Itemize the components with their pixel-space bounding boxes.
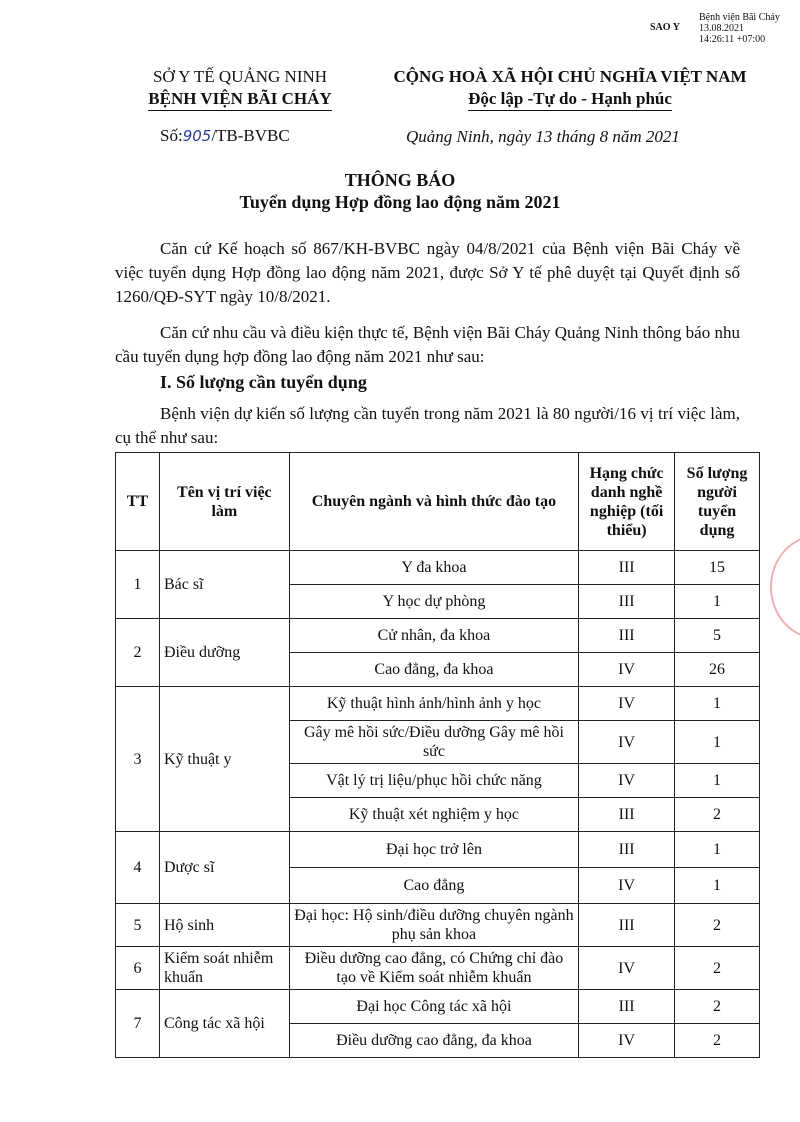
cell-major: Điều dưỡng cao đẳng, có Chứng chỉ đào tạo về Kiểm soát nhiễm khuẩn [289, 947, 578, 990]
cell-major: Kỹ thuật xét nghiệm y học [289, 798, 578, 832]
issuer-name: BỆNH VIỆN BÃI CHÁY [148, 88, 331, 111]
cell-grade: III [579, 585, 675, 619]
cell-position: Hộ sinh [159, 904, 289, 947]
cell-quantity: 5 [675, 619, 760, 653]
paragraph-needs [115, 321, 740, 369]
doc-number-prefix: Số: [160, 126, 183, 145]
cell-position: Dược sĩ [159, 832, 289, 904]
red-seal-mark [770, 535, 800, 639]
document-number [160, 126, 290, 146]
cell-major: Y đa khoa [289, 551, 578, 585]
cell-grade: III [579, 619, 675, 653]
cell-grade: III [579, 832, 675, 868]
header-grade: Hạng chức danh nghề nghiệp (tối thiểu) [579, 453, 675, 551]
document-title: THÔNG BÁO [344, 170, 456, 190]
doc-number-suffix: /TB-BVBC [211, 126, 290, 145]
paragraph-quantity [115, 402, 740, 450]
cell-quantity: 2 [675, 1024, 760, 1058]
paragraph-basis [115, 237, 740, 309]
table-row [116, 551, 760, 585]
cell-major: Đại học: Hộ sinh/điều dưỡng chuyên ngành phụ sản khoa [289, 904, 578, 947]
cell-tt: 4 [116, 832, 160, 904]
copy-stamp-label: SAO Y [650, 22, 680, 33]
cell-quantity: 1 [675, 585, 760, 619]
cell-quantity: 1 [675, 721, 760, 764]
cell-major: Đại học trở lên [289, 832, 578, 868]
issuer-parent: SỞ Y TẾ QUẢNG NINH [152, 67, 328, 86]
cell-position: Công tác xã hội [159, 990, 289, 1058]
cell-grade: IV [579, 947, 675, 990]
stamp-line: 14:26:11 +07:00 [699, 34, 766, 45]
cell-quantity: 1 [675, 764, 760, 798]
paragraph-1: Căn cứ Kế hoạch số 867/KH-BVBC ngày 04/8/2021 của Bệnh viện Bãi Cháy về việc tuyển dụng Hợp đồng lao động năm 2021, được Sở Y tế phê duyệt tại Quyết định số 1260/QĐ-SYT ngày 10/8/2021. [115, 239, 740, 306]
cell-major: Điều dưỡng cao đẳng, đa khoa [289, 1024, 578, 1058]
cell-quantity: 2 [675, 904, 760, 947]
cell-grade: III [579, 551, 675, 585]
cell-position: Kỹ thuật y [159, 687, 289, 832]
cell-grade: IV [579, 721, 675, 764]
cell-tt: 2 [116, 619, 160, 687]
recruitment-table [115, 452, 760, 1058]
cell-grade: IV [579, 764, 675, 798]
table-row [116, 990, 760, 1024]
issuer-block [130, 66, 350, 111]
stamp-line: Bệnh viện Bãi Cháy [699, 12, 780, 23]
cell-grade: IV [579, 653, 675, 687]
cell-grade: III [579, 904, 675, 947]
cell-tt: 1 [116, 551, 160, 619]
paragraph-2: Căn cứ nhu cầu và điều kiện thực tế, Bệnh viện Bãi Cháy Quảng Ninh thông báo nhu cầu tuyển dụng hợp đồng lao động năm 2021 như sau: [115, 323, 740, 366]
cell-quantity: 2 [675, 990, 760, 1024]
cell-grade: III [579, 798, 675, 832]
cell-quantity: 15 [675, 551, 760, 585]
cell-quantity: 2 [675, 947, 760, 990]
national-title: CỘNG HOÀ XÃ HỘI CHỦ NGHĨA VIỆT NAM [393, 67, 747, 86]
issue-date: Quảng Ninh, ngày 13 tháng 8 năm 2021 [406, 127, 680, 146]
cell-position: Bác sĩ [159, 551, 289, 619]
cell-tt: 5 [116, 904, 160, 947]
paragraph-3: Bệnh viện dự kiến số lượng cần tuyển trong năm 2021 là 80 người/16 vị trí việc làm, cụ thể như sau: [115, 404, 740, 447]
cell-major: Đại học Công tác xã hội [289, 990, 578, 1024]
header-tt: TT [116, 453, 160, 551]
cell-tt: 6 [116, 947, 160, 990]
cell-major: Cao đẳng, đa khoa [289, 653, 578, 687]
cell-quantity: 26 [675, 653, 760, 687]
cell-grade: IV [579, 1024, 675, 1058]
header-position: Tên vị trí việc làm [159, 453, 289, 551]
cell-major: Gây mê hồi sức/Điều dưỡng Gây mê hồi sức [289, 721, 578, 764]
cell-quantity: 1 [675, 868, 760, 904]
stamp-line: 13.08.2021 [699, 23, 744, 34]
cell-tt: 7 [116, 990, 160, 1058]
cell-grade: IV [579, 868, 675, 904]
table-row [116, 947, 760, 990]
cell-quantity: 2 [675, 798, 760, 832]
handwritten-number: 905 [182, 127, 212, 145]
header-major: Chuyên ngành và hình thức đào tạo [289, 453, 578, 551]
national-motto-block [360, 66, 780, 111]
cell-grade: IV [579, 687, 675, 721]
cell-major: Cử nhân, đa khoa [289, 619, 578, 653]
header-quantity: Số lượng người tuyển dụng [675, 453, 760, 551]
cell-major: Kỹ thuật hình ảnh/hình ảnh y học [289, 687, 578, 721]
section-heading: I. Số lượng cần tuyển dụng [160, 372, 367, 392]
cell-major: Cao đẳng [289, 868, 578, 904]
cell-quantity: 1 [675, 832, 760, 868]
cell-quantity: 1 [675, 687, 760, 721]
cell-position: Điều dưỡng [159, 619, 289, 687]
table-row [116, 687, 760, 721]
table-row [116, 832, 760, 868]
table-row [116, 904, 760, 947]
cell-major: Vật lý trị liệu/phục hồi chức năng [289, 764, 578, 798]
national-motto: Độc lập -Tự do - Hạnh phúc [468, 88, 672, 111]
cell-tt: 3 [116, 687, 160, 832]
document-subtitle: Tuyển dụng Hợp đồng lao động năm 2021 [239, 192, 561, 212]
digital-signature-stamp [699, 12, 780, 45]
cell-position: Kiểm soát nhiễm khuẩn [159, 947, 289, 990]
table-row [116, 619, 760, 653]
cell-major: Y học dự phòng [289, 585, 578, 619]
cell-grade: III [579, 990, 675, 1024]
